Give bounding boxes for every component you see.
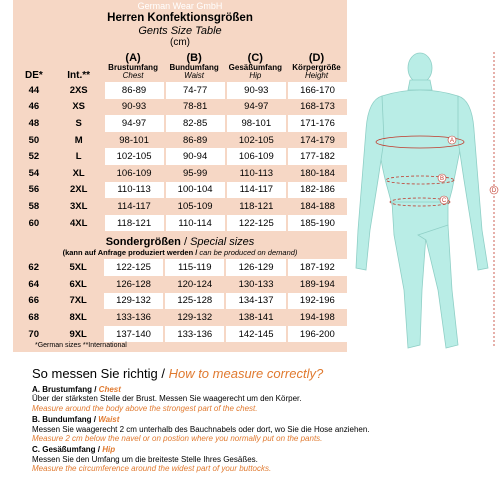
table-cell: 126-128 — [102, 276, 163, 293]
table-cell: 180-184 — [286, 165, 347, 182]
table-cell: 122-125 — [102, 259, 163, 276]
table-cell: 62 — [28, 262, 39, 274]
table-cell: 54 — [28, 167, 40, 179]
table-cell: 118-121 — [103, 215, 164, 232]
table-cell: 189-194 — [286, 276, 347, 293]
table-row — [13, 148, 347, 165]
table-cell: 46 — [28, 101, 40, 113]
label-b: B — [439, 176, 445, 182]
table-cell: 171-176 — [286, 115, 347, 132]
table-cell: 98-101 — [103, 132, 164, 149]
howto-title-de: So messen Sie richtig — [32, 366, 158, 381]
special-size-table — [13, 259, 347, 342]
col-c-de: Gesäßumfang — [228, 63, 282, 72]
table-cell: 44 — [28, 84, 40, 96]
step-waist-text: Messen Sie waagerecht 2 cm unterhalb des Bauchnabels oder dort, wo Sie die Hose anziehen. — [32, 424, 370, 434]
table-cell: 137-140 — [102, 326, 163, 343]
step-hip: C. Gesäßumfang / Hip Messen Sie den Umfang um die breiteste Stelle Ihres Gesäßes. Measure the circumference around the widest part of your buttocks. — [32, 445, 492, 473]
table-cell: 90-93 — [225, 82, 286, 99]
table-cell: 94-97 — [225, 99, 286, 116]
table-cell: 114-117 — [225, 182, 286, 199]
table-cell: 110-114 — [164, 215, 225, 232]
table-cell: 187-192 — [286, 259, 347, 276]
table-cell: 3XL — [69, 200, 88, 212]
table-row — [13, 82, 347, 99]
table-cell: 126-129 — [224, 259, 285, 276]
label-a: A — [449, 138, 455, 144]
table-cell: 90-93 — [103, 99, 164, 116]
table-cell: 102-105 — [103, 148, 164, 165]
table-cell: 105-109 — [164, 198, 225, 215]
table-cell: 56 — [28, 184, 40, 196]
table-cell: 185-190 — [286, 215, 347, 232]
step-hip-text: Messen Sie den Umfang um die breiteste Stelle Ihres Gesäßes. — [32, 454, 258, 464]
table-cell: 58 — [28, 200, 40, 212]
step-hip-head: C. Gesäßumfang — [32, 445, 96, 455]
step-chest-head: A. Brustumfang — [32, 385, 92, 394]
col-a-letter: (A) — [125, 52, 141, 64]
table-cell: 100-104 — [164, 182, 225, 199]
special-note-de: (kann auf Anfrage produziert werden — [62, 248, 194, 258]
table-cell: 114-117 — [103, 198, 164, 215]
step-waist-text-en: Measure 2 cm below the navel or on postion where you normally put on the pants. — [32, 434, 323, 444]
table-cell: 68 — [28, 311, 39, 323]
table-cell: 52 — [28, 151, 40, 163]
table-cell: 94-97 — [103, 115, 164, 132]
col-int: Int.** — [67, 70, 91, 81]
table-cell: 5XL — [69, 262, 87, 274]
table-cell: 142-145 — [224, 326, 285, 343]
table-cell: 133-136 — [163, 326, 224, 343]
table-cell: 8XL — [69, 311, 87, 323]
figure-torso — [378, 90, 462, 205]
table-cell: 86-89 — [164, 132, 225, 149]
col-c-letter: (C) — [247, 52, 263, 64]
table-cell: L — [75, 151, 82, 163]
col-d-en: Height — [304, 71, 329, 80]
table-cell: S — [75, 117, 82, 129]
table-cell: 133-136 — [102, 309, 163, 326]
table-cell: 130-133 — [224, 276, 285, 293]
col-a-en: Chest — [122, 71, 144, 80]
table-row — [13, 276, 347, 293]
table-row — [13, 259, 347, 276]
footnote: *German sizes **International — [35, 342, 127, 349]
table-cell: 192-196 — [286, 293, 347, 310]
table-cell: 2XL — [69, 184, 88, 196]
special-sizes-title: Sondergrößen / Special sizes — [105, 236, 255, 249]
body-measurement-figure — [352, 30, 500, 360]
table-row — [13, 293, 347, 310]
col-d-de: Körpergröße — [292, 63, 341, 72]
special-note-en: can be produced on demand) — [199, 248, 298, 258]
table-cell: 129-132 — [163, 309, 224, 326]
table-cell: 166-170 — [286, 82, 347, 99]
table-row — [13, 182, 347, 199]
table-cell: M — [74, 134, 83, 146]
table-cell: 196-200 — [286, 326, 347, 343]
label-d: D — [491, 188, 497, 194]
table-cell: 78-81 — [164, 99, 225, 116]
figure-neck — [408, 80, 432, 90]
table-subtitle: Gents Size Table — [138, 25, 222, 37]
special-sizes-note: (kann auf Anfrage produziert werden / can be produced on demand) — [62, 248, 298, 258]
step-hip-text-en: Measure the circumference around the widest part of your buttocks. — [32, 464, 272, 474]
table-row — [13, 309, 347, 326]
col-b-letter: (B) — [186, 52, 202, 64]
table-cell: 50 — [28, 134, 40, 146]
table-row — [13, 215, 347, 232]
col-b-de: Bundumfang — [169, 63, 219, 72]
table-cell: 134-137 — [224, 293, 285, 310]
table-cell: 110-113 — [103, 182, 164, 199]
table-cell: 122-125 — [225, 215, 286, 232]
table-cell: 168-173 — [286, 99, 347, 116]
table-cell: 177-182 — [286, 148, 347, 165]
table-title: Herren Konfektionsgrößen — [107, 12, 253, 24]
table-cell: 74-77 — [164, 82, 225, 99]
figure-right-arm — [458, 96, 488, 270]
table-cell: XS — [72, 101, 86, 113]
col-d-letter: (D) — [308, 52, 325, 64]
label-c: C — [441, 198, 447, 204]
step-waist-head: B. Bundumfang — [32, 415, 92, 425]
figure-head — [408, 53, 432, 83]
col-a-de: Brustumfang — [108, 63, 158, 72]
figure-left-arm — [356, 96, 384, 270]
table-cell: 66 — [28, 295, 39, 307]
table-cell: 4XL — [69, 217, 88, 229]
table-row — [13, 115, 347, 132]
step-chest: A. Brustumfang / Chest Über der stärksten Stelle der Brust. Messen Sie waagerecht um den Körper. Measure around the body above the strongest part of the chest. — [32, 385, 492, 413]
table-cell: 70 — [28, 328, 39, 340]
table-cell: 118-121 — [225, 198, 286, 215]
step-chest-text: Über der stärksten Stelle der Brust. Messen Sie waagerecht um den Körper. — [32, 394, 302, 404]
table-cell: 115-119 — [163, 259, 224, 276]
howto-title-en: How to measure correctly? — [168, 366, 324, 381]
table-cell: XL — [72, 167, 85, 179]
table-cell: 9XL — [69, 328, 87, 340]
table-row — [13, 165, 347, 182]
table-cell: 60 — [28, 217, 40, 229]
table-row — [13, 99, 347, 116]
table-cell: 120-124 — [163, 276, 224, 293]
table-cell: 82-85 — [164, 115, 225, 132]
table-cell: 102-105 — [225, 132, 286, 149]
table-cell: 106-109 — [103, 165, 164, 182]
table-cell: 64 — [28, 278, 39, 290]
table-cell: 194-198 — [286, 309, 347, 326]
col-c-en: Hip — [249, 71, 262, 80]
col-b-en: Waist — [184, 71, 205, 80]
table-cell: 106-109 — [225, 148, 286, 165]
table-header-row — [13, 52, 347, 82]
step-waist-head-en: Waist — [98, 415, 120, 425]
brand-name: German Wear GmbH — [137, 1, 223, 11]
table-cell: 2XS — [69, 84, 88, 96]
table-cell: 6XL — [69, 278, 87, 290]
size-table-panel — [13, 0, 347, 352]
special-title-en: Special sizes — [190, 236, 255, 249]
table-cell: 174-179 — [286, 132, 347, 149]
table-cell: 7XL — [69, 295, 87, 307]
table-cell: 138-141 — [224, 309, 285, 326]
step-waist: B. Bundumfang / Waist Messen Sie waagerecht 2 cm unterhalb des Bauchnabels oder dort, wo Sie die Hose anziehen. Measure 2 cm below the navel or on postion where you normally put on the pants. — [32, 415, 492, 443]
table-cell: 182-186 — [286, 182, 347, 199]
col-de: DE* — [25, 70, 43, 81]
table-row — [13, 326, 347, 343]
table-cell: 86-89 — [103, 82, 164, 99]
unit-label: (cm) — [170, 37, 190, 48]
table-cell: 90-94 — [164, 148, 225, 165]
howto-title: So messen Sie richtig / How to measure correctly? — [32, 366, 324, 381]
table-cell: 48 — [28, 117, 40, 129]
table-row — [13, 132, 347, 149]
howto-steps — [32, 385, 492, 476]
special-title-de: Sondergrößen — [105, 236, 181, 249]
table-cell: 184-188 — [286, 198, 347, 215]
table-cell: 110-113 — [225, 165, 286, 182]
table-cell: 129-132 — [102, 293, 163, 310]
step-chest-head-en: Chest — [98, 385, 121, 394]
table-cell: 125-128 — [163, 293, 224, 310]
table-cell: 95-99 — [164, 165, 225, 182]
step-hip-head-en: Hip — [102, 445, 116, 455]
table-cell: 98-101 — [225, 115, 286, 132]
step-chest-text-en: Measure around the body above the strongest part of the chest. — [32, 403, 258, 413]
table-row — [13, 198, 347, 215]
main-size-table — [13, 52, 347, 231]
